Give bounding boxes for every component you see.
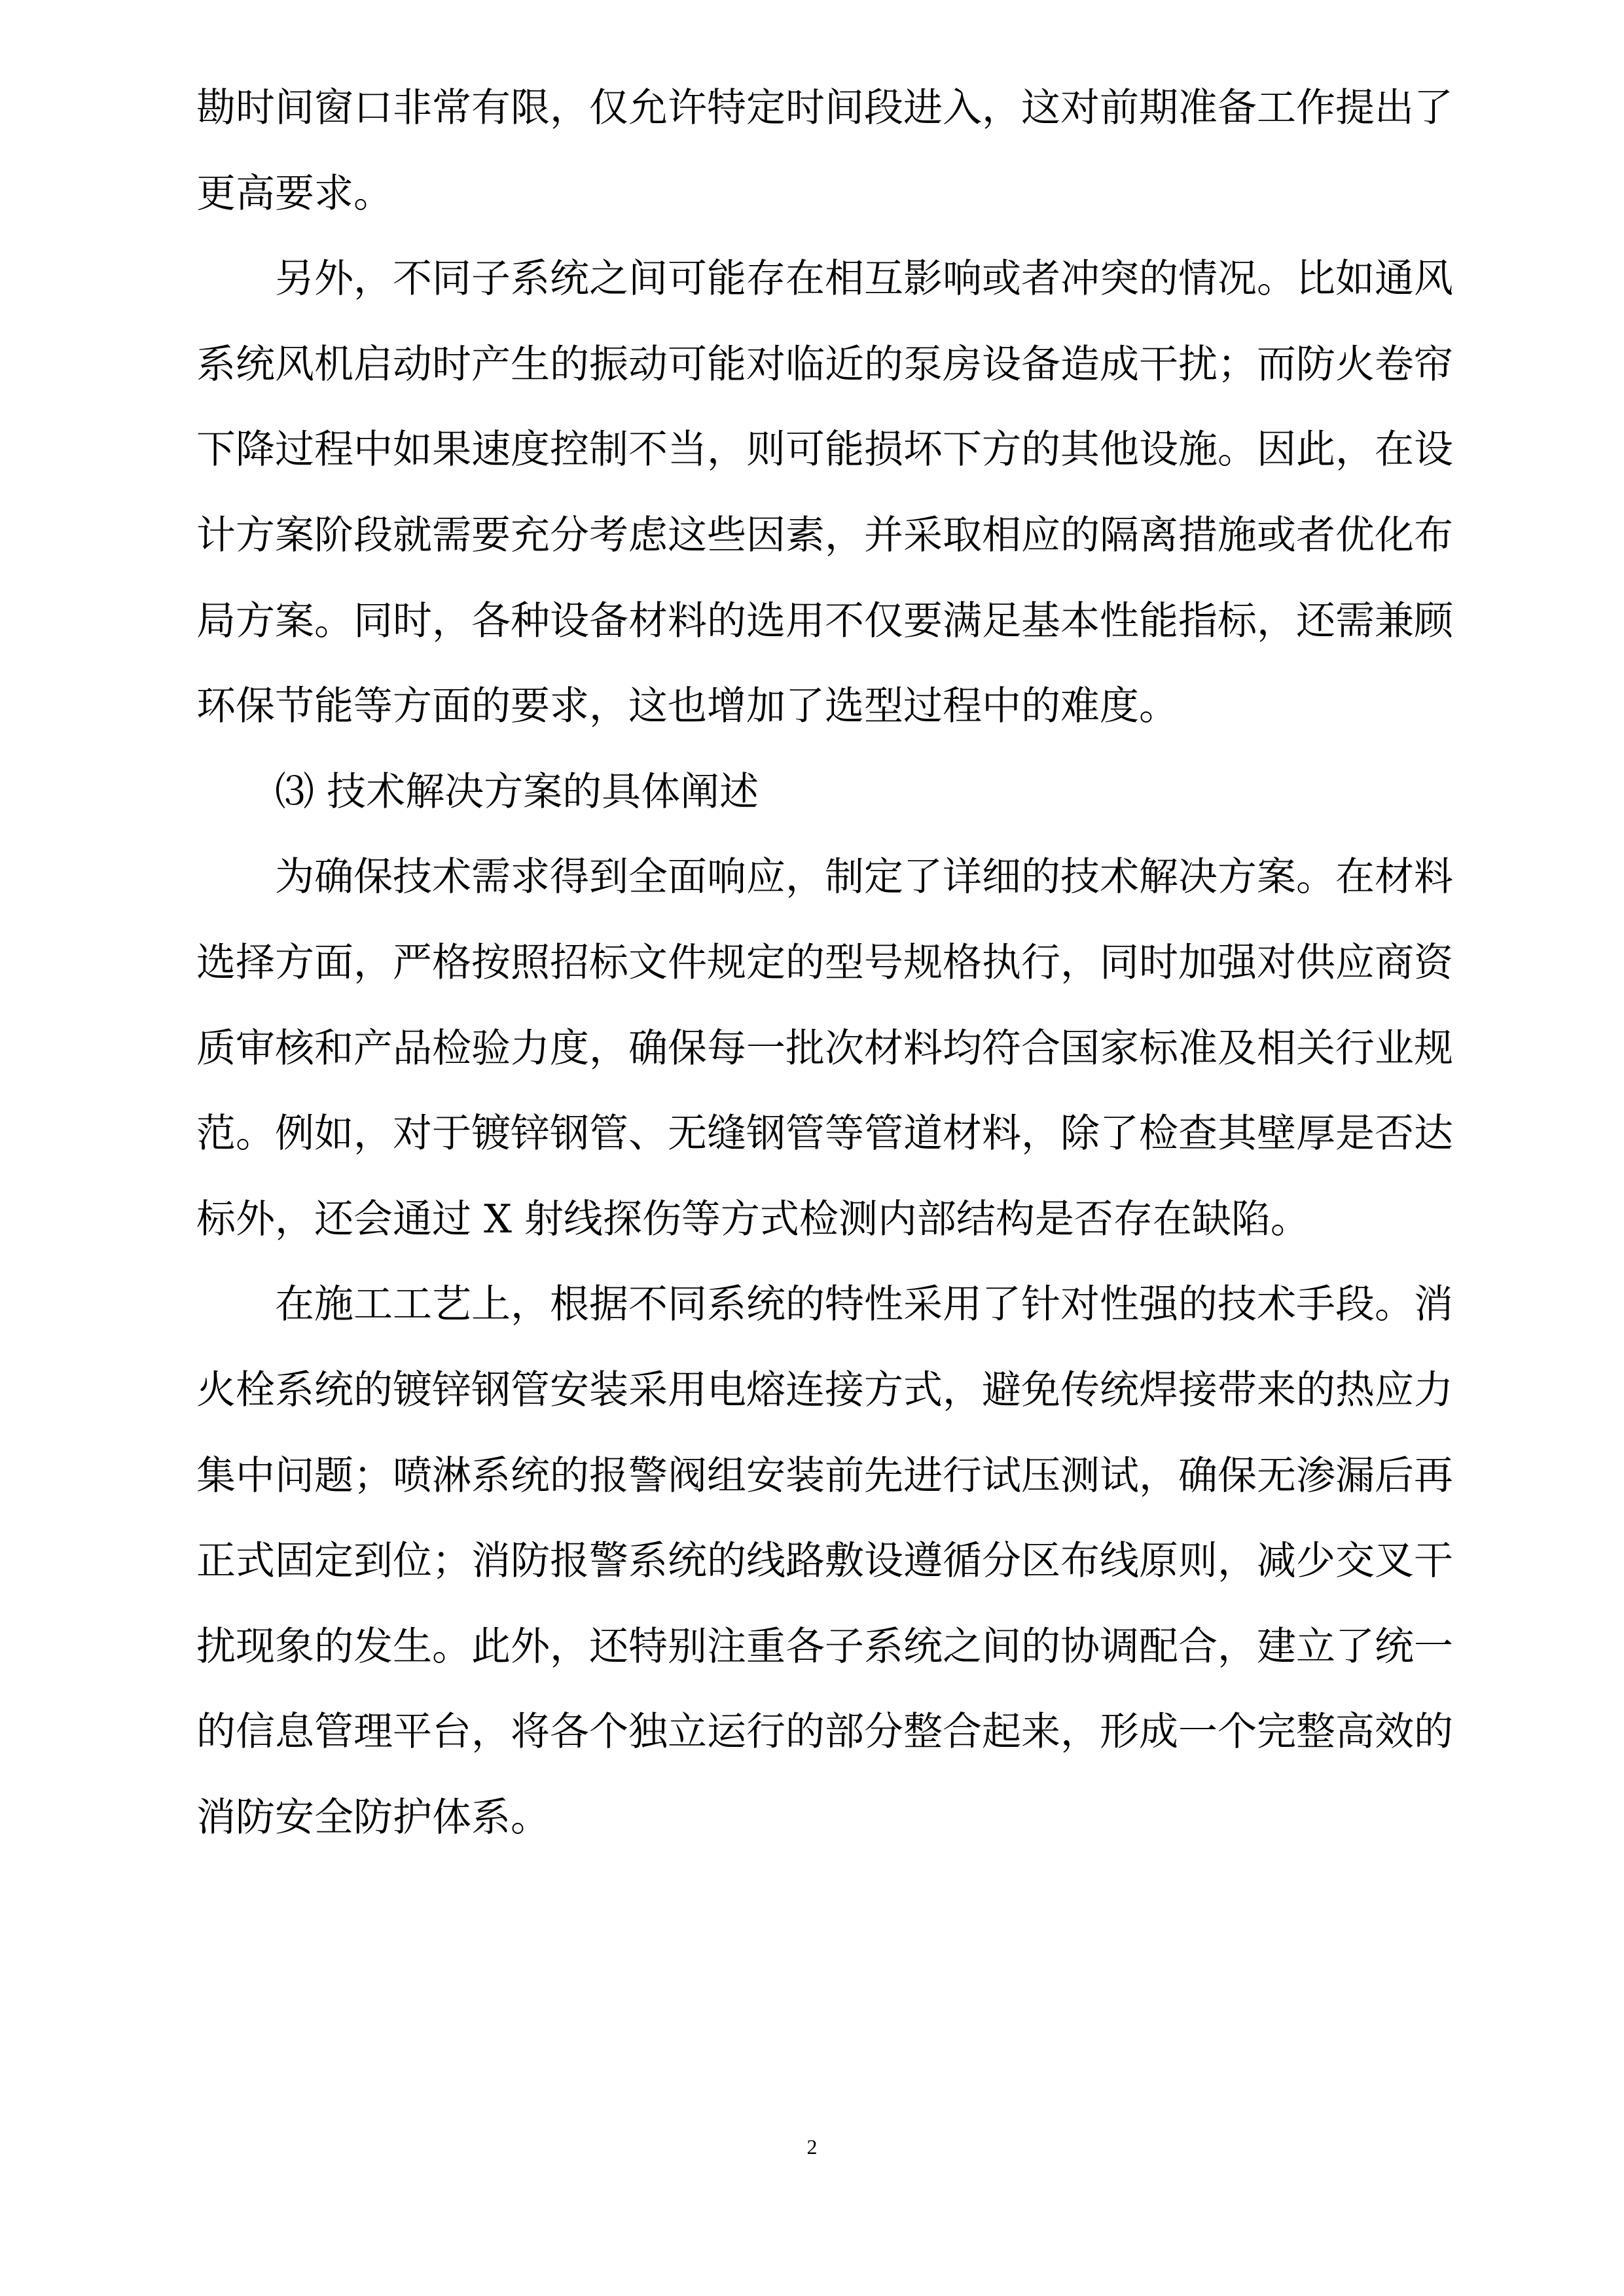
text-line: 为确保技术需求得到全面响应，制定了详细的技术解决方案。在材料	[275, 854, 1453, 901]
heading-text: ⑶ 技术解决方案的具体阐述	[275, 768, 759, 815]
text-line: 消防安全防护体系。	[196, 1794, 550, 1840]
text-line: 勘时间窗口非常有限，仅允许特定时间段进入，这对前期准备工作提出了	[196, 85, 1453, 131]
text-line: 质审核和产品检验力度，确保每一批次材料均符合国家标准及相关行业规	[196, 1025, 1453, 1071]
page-number: 2	[806, 2135, 818, 2159]
text-line: 标外，还会通过 X 射线探伤等方式检测内部结构是否存在缺陷。	[196, 1196, 1310, 1242]
text-line: 的信息管理平台，将各个独立运行的部分整合起来，形成一个完整高效的	[196, 1709, 1453, 1755]
text-line: 计方案阶段就需要充分考虑这些因素，并采取相应的隔离措施或者优化布	[196, 512, 1453, 558]
section-heading	[196, 749, 1429, 835]
paragraph	[196, 834, 1453, 1262]
text-line: 扰现象的发生。此外，还特别注重各子系统之间的协调配合，建立了统一	[196, 1623, 1453, 1670]
text-line: 正式固定到位；消防报警系统的线路敷设遵循分区布线原则，减少交叉干	[196, 1538, 1453, 1585]
text-line: 系统风机启动时产生的振动可能对临近的泵房设备造成干扰；而防火卷帘	[196, 341, 1453, 387]
text-line: 下降过程中如果速度控制不当，则可能损坏下方的其他设施。因此，在设	[196, 427, 1453, 473]
text-line: 在施工工艺上，根据不同系统的特性采用了针对性强的技术手段。消	[275, 1282, 1453, 1328]
paragraph	[196, 236, 1453, 749]
text-line: 更高要求。	[196, 170, 393, 217]
text-line: 另外，不同子系统之间可能存在相互影响或者冲突的情况。比如通风	[275, 256, 1453, 302]
text-line: 火栓系统的镀锌钢管安装采用电熔连接方式，避免传统焊接带来的热应力	[196, 1367, 1453, 1413]
text-line: 选择方面，严格按照招标文件规定的型号规格执行，同时加强对供应商资	[196, 939, 1453, 986]
text-line: 集中问题；喷淋系统的报警阀组安装前先进行试压测试，确保无渗漏后再	[196, 1452, 1453, 1499]
text-line: 环保节能等方面的要求，这也增加了选型过程中的难度。	[196, 683, 1178, 730]
text-line: 范。例如，对于镀锌钢管、无缝钢管等管道材料，除了检查其壁厚是否达	[196, 1111, 1453, 1157]
paragraph	[196, 1262, 1453, 1860]
paragraph	[196, 65, 1453, 236]
text-line: 局方案。同时，各种设备材料的选用不仅要满足基本性能指标，还需兼顾	[196, 598, 1453, 644]
document-body	[196, 65, 1453, 1860]
